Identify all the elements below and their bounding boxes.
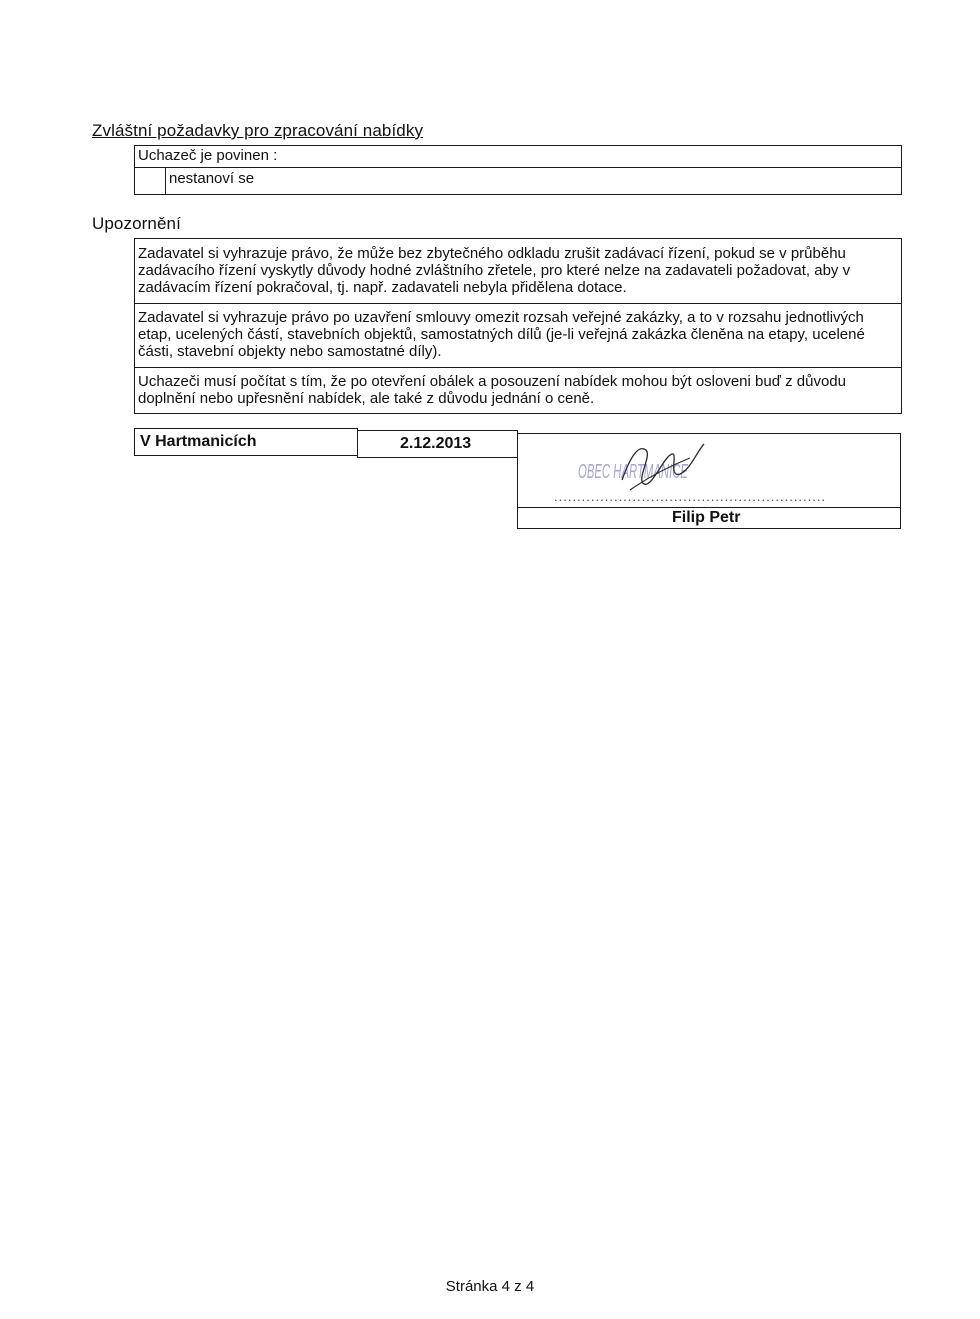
notice-p1-line: zadávacího řízení vyskytly důvody hodné zvláštního zřetele, pro které nelze na zadavateli požadovat, aby v	[138, 262, 851, 279]
notice-p3-line: Uchazeči musí počítat s tím, že po otevření obálek a posouzení nabídek mohou být osloveni buď z důvodu	[138, 373, 846, 390]
signer-name: Filip Petr	[672, 509, 741, 526]
notice-divider-1	[134, 303, 902, 304]
notice-paragraph-1	[138, 245, 898, 296]
notice-p2-line: etap, ucelených částí, stavebních objektů, samostatných dílů (je-li veřejná zakázka členěna na etapy, ucelené	[138, 326, 865, 343]
page-number: Stránka 4 z 4	[445, 1278, 535, 1295]
requirements-indent-line	[165, 167, 166, 195]
notice-paragraph-3	[138, 373, 898, 407]
notice-p1-line: zadávacím řízení pokračoval, tj. např. zadavateli nebyla přidělena dotace.	[138, 279, 627, 296]
requirements-title: Zvláštní požadavky pro zpracování nabídky	[92, 121, 424, 140]
signature-dots: ...........................................................	[554, 489, 827, 504]
requirements-row-value: nestanoví se	[169, 170, 255, 187]
notice-p3-line: doplnění nebo upřesnění nabídek, ale také z důvodu jednání o ceně.	[138, 390, 595, 407]
signature-divider	[517, 507, 901, 508]
requirements-divider	[134, 167, 902, 168]
place-text: V Hartmanicích	[140, 433, 257, 450]
requirements-row-obligation: Uchazeč je povinen :	[138, 147, 278, 164]
notice-title: Upozornění	[92, 214, 181, 233]
notice-divider-2	[134, 367, 902, 368]
stamp-text: OBEC HARTMANICE	[578, 461, 689, 483]
notice-p2-line: Zadavatel si vyhrazuje právo po uzavření smlouvy omezit rozsah veřejné zakázky, a to v rozsahu jednotlivých	[138, 309, 864, 326]
date-text: 2.12.2013	[400, 435, 472, 452]
notice-p2-line: části, stavební objekty nebo samostatné díly).	[138, 343, 442, 360]
notice-p1-line: Zadavatel si vyhrazuje právo, že může bez zbytečného odkladu zrušit zadávací řízení, pokud se v průběhu	[138, 245, 846, 262]
notice-paragraph-2	[138, 309, 898, 360]
